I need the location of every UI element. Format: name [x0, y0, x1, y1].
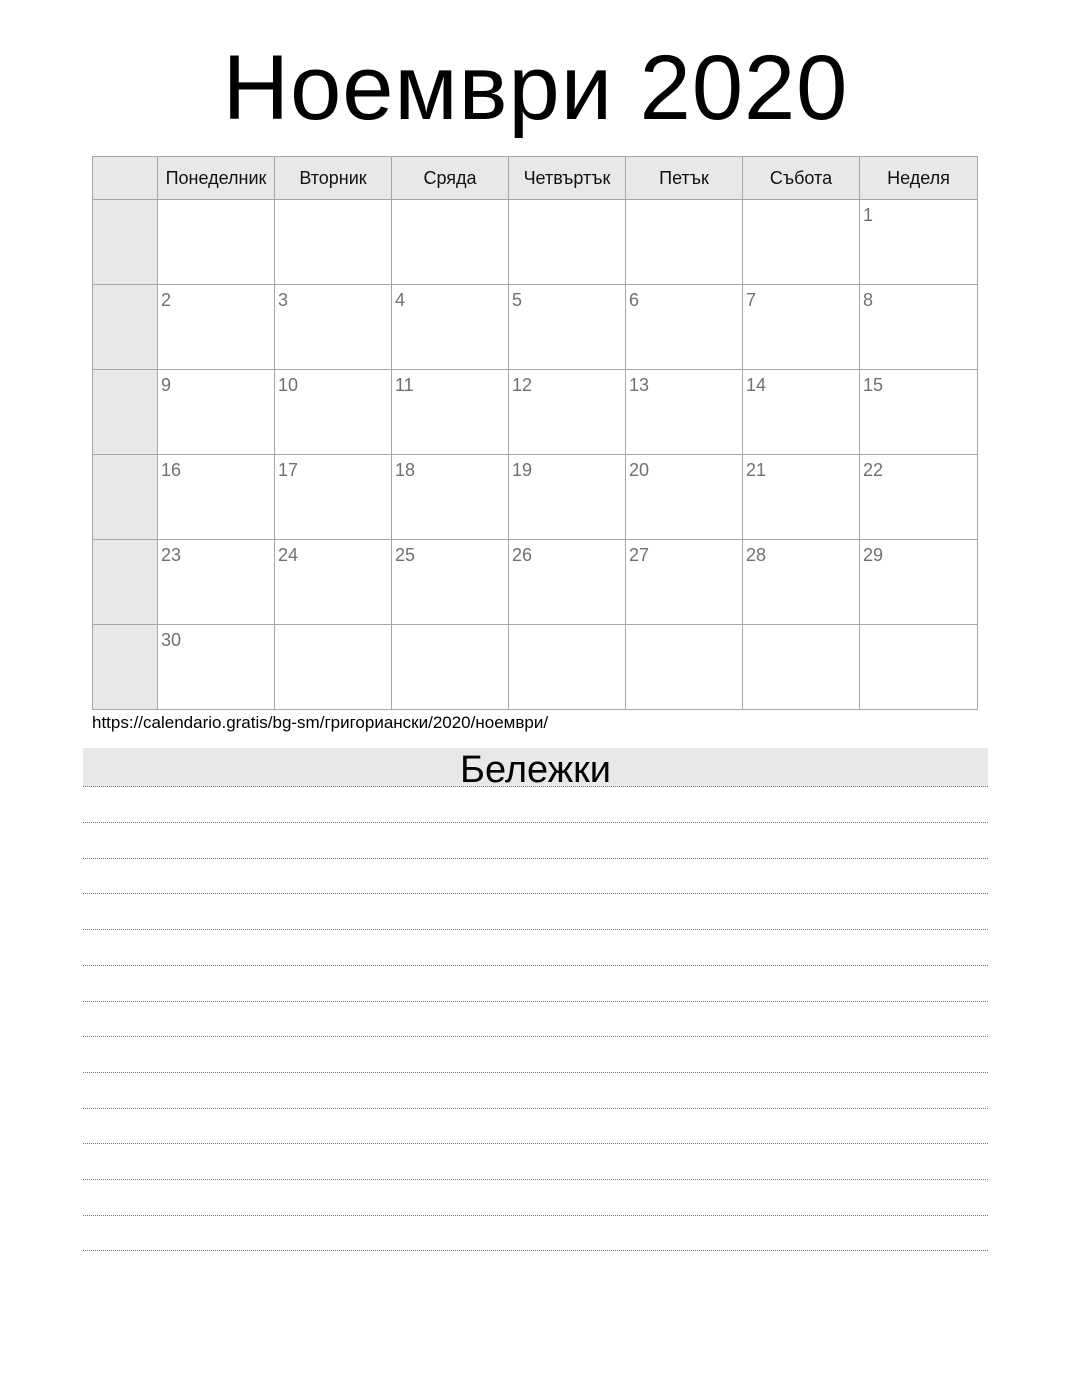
- day-number: 21: [746, 460, 767, 480]
- day-number: 24: [278, 545, 299, 565]
- day-number: 9: [161, 375, 172, 395]
- note-line[interactable]: [83, 1072, 988, 1073]
- day-cell: [509, 625, 626, 710]
- day-cell: [743, 370, 860, 455]
- day-cell: [158, 370, 275, 455]
- day-cell: [158, 200, 275, 285]
- day-cell: [275, 625, 392, 710]
- day-cell: [509, 455, 626, 540]
- day-number: 1: [863, 205, 874, 225]
- week-number-cell: [93, 625, 158, 710]
- week-row: [93, 285, 978, 370]
- day-number: 17: [278, 460, 299, 480]
- weekday-header: Петък: [626, 157, 743, 200]
- note-line[interactable]: [83, 965, 988, 966]
- note-line[interactable]: [83, 1036, 988, 1037]
- day-number: 4: [395, 290, 406, 310]
- week-row: [93, 625, 978, 710]
- day-cell: [860, 285, 978, 370]
- source-url: https://calendario.gratis/bg-sm/григориански/2020/ноември/: [92, 713, 549, 732]
- note-line[interactable]: [83, 822, 988, 823]
- day-number: 14: [746, 375, 767, 395]
- day-cell: [158, 285, 275, 370]
- week-row: [93, 455, 978, 540]
- weekday-header: Събота: [743, 157, 860, 200]
- day-cell: [860, 540, 978, 625]
- day-number: 23: [161, 545, 182, 565]
- week-column-header: [93, 157, 158, 200]
- day-number: [275, 625, 391, 630]
- week-number-cell: [93, 540, 158, 625]
- day-number: 30: [161, 630, 182, 650]
- day-cell: [860, 455, 978, 540]
- day-number: 16: [161, 460, 182, 480]
- day-number: 6: [629, 290, 640, 310]
- day-cell: [392, 540, 509, 625]
- note-line[interactable]: [83, 1143, 988, 1144]
- day-number: 20: [629, 460, 650, 480]
- day-cell: [392, 285, 509, 370]
- day-cell: [509, 540, 626, 625]
- note-line[interactable]: [83, 929, 988, 930]
- note-line[interactable]: [83, 1250, 988, 1251]
- day-number: 19: [512, 460, 533, 480]
- note-line[interactable]: [83, 1001, 988, 1002]
- weekday-header: Четвъртък: [509, 157, 626, 200]
- day-cell: [158, 625, 275, 710]
- day-number: [392, 200, 508, 205]
- day-number: 10: [278, 375, 299, 395]
- note-line[interactable]: [83, 1108, 988, 1109]
- day-number: [275, 200, 391, 205]
- week-row: [93, 540, 978, 625]
- day-number: 2: [161, 290, 172, 310]
- day-cell: [860, 200, 978, 285]
- day-cell: [275, 200, 392, 285]
- day-cell: [275, 455, 392, 540]
- day-cell: [626, 455, 743, 540]
- weekday-header-row: [93, 157, 978, 200]
- day-number: 3: [278, 290, 289, 310]
- week-number-cell: [93, 285, 158, 370]
- weekday-header: Вторник: [275, 157, 392, 200]
- day-cell: [392, 370, 509, 455]
- day-number: 7: [746, 290, 757, 310]
- day-cell: [509, 370, 626, 455]
- day-number: 28: [746, 545, 767, 565]
- day-cell: [626, 285, 743, 370]
- day-cell: [275, 540, 392, 625]
- day-number: 27: [629, 545, 650, 565]
- note-line[interactable]: [83, 1179, 988, 1180]
- day-cell: [392, 455, 509, 540]
- day-cell: [626, 370, 743, 455]
- week-row: [93, 200, 978, 285]
- day-number: 29: [863, 545, 884, 565]
- day-cell: [743, 625, 860, 710]
- day-number: 13: [629, 375, 650, 395]
- note-line[interactable]: [83, 893, 988, 894]
- calendar-grid: [92, 156, 978, 710]
- day-number: 15: [863, 375, 884, 395]
- day-cell: [860, 625, 978, 710]
- weekday-header: Неделя: [860, 157, 978, 200]
- day-cell: [626, 200, 743, 285]
- day-number: [860, 625, 977, 630]
- day-number: [158, 200, 274, 205]
- note-line[interactable]: [83, 1215, 988, 1216]
- day-cell: [392, 200, 509, 285]
- day-number: [509, 200, 625, 205]
- day-cell: [509, 285, 626, 370]
- day-number: 26: [512, 545, 533, 565]
- week-row: [93, 370, 978, 455]
- day-cell: [743, 200, 860, 285]
- day-number: [626, 200, 742, 205]
- weekday-header: Понеделник: [158, 157, 275, 200]
- day-number: 11: [395, 375, 414, 395]
- day-number: 25: [395, 545, 416, 565]
- day-number: 5: [512, 290, 523, 310]
- day-number: [509, 625, 625, 630]
- day-number: 12: [512, 375, 533, 395]
- day-number: [743, 625, 859, 630]
- day-cell: [392, 625, 509, 710]
- week-number-cell: [93, 370, 158, 455]
- note-line[interactable]: [83, 858, 988, 859]
- day-cell: [158, 455, 275, 540]
- day-number: 8: [863, 290, 874, 310]
- day-cell: [743, 285, 860, 370]
- notes-heading: Бележки: [83, 748, 988, 787]
- day-number: [626, 625, 742, 630]
- week-number-cell: [93, 455, 158, 540]
- day-cell: [860, 370, 978, 455]
- day-cell: [509, 200, 626, 285]
- day-number: [743, 200, 859, 205]
- page-title: Ноември 2020: [222, 37, 849, 139]
- weekday-header: Сряда: [392, 157, 509, 200]
- day-number: [392, 625, 508, 630]
- week-number-cell: [93, 200, 158, 285]
- day-cell: [626, 540, 743, 625]
- day-cell: [743, 455, 860, 540]
- day-cell: [275, 370, 392, 455]
- day-number: 18: [395, 460, 416, 480]
- day-cell: [626, 625, 743, 710]
- day-cell: [158, 540, 275, 625]
- day-cell: [743, 540, 860, 625]
- day-number: 22: [863, 460, 884, 480]
- day-cell: [275, 285, 392, 370]
